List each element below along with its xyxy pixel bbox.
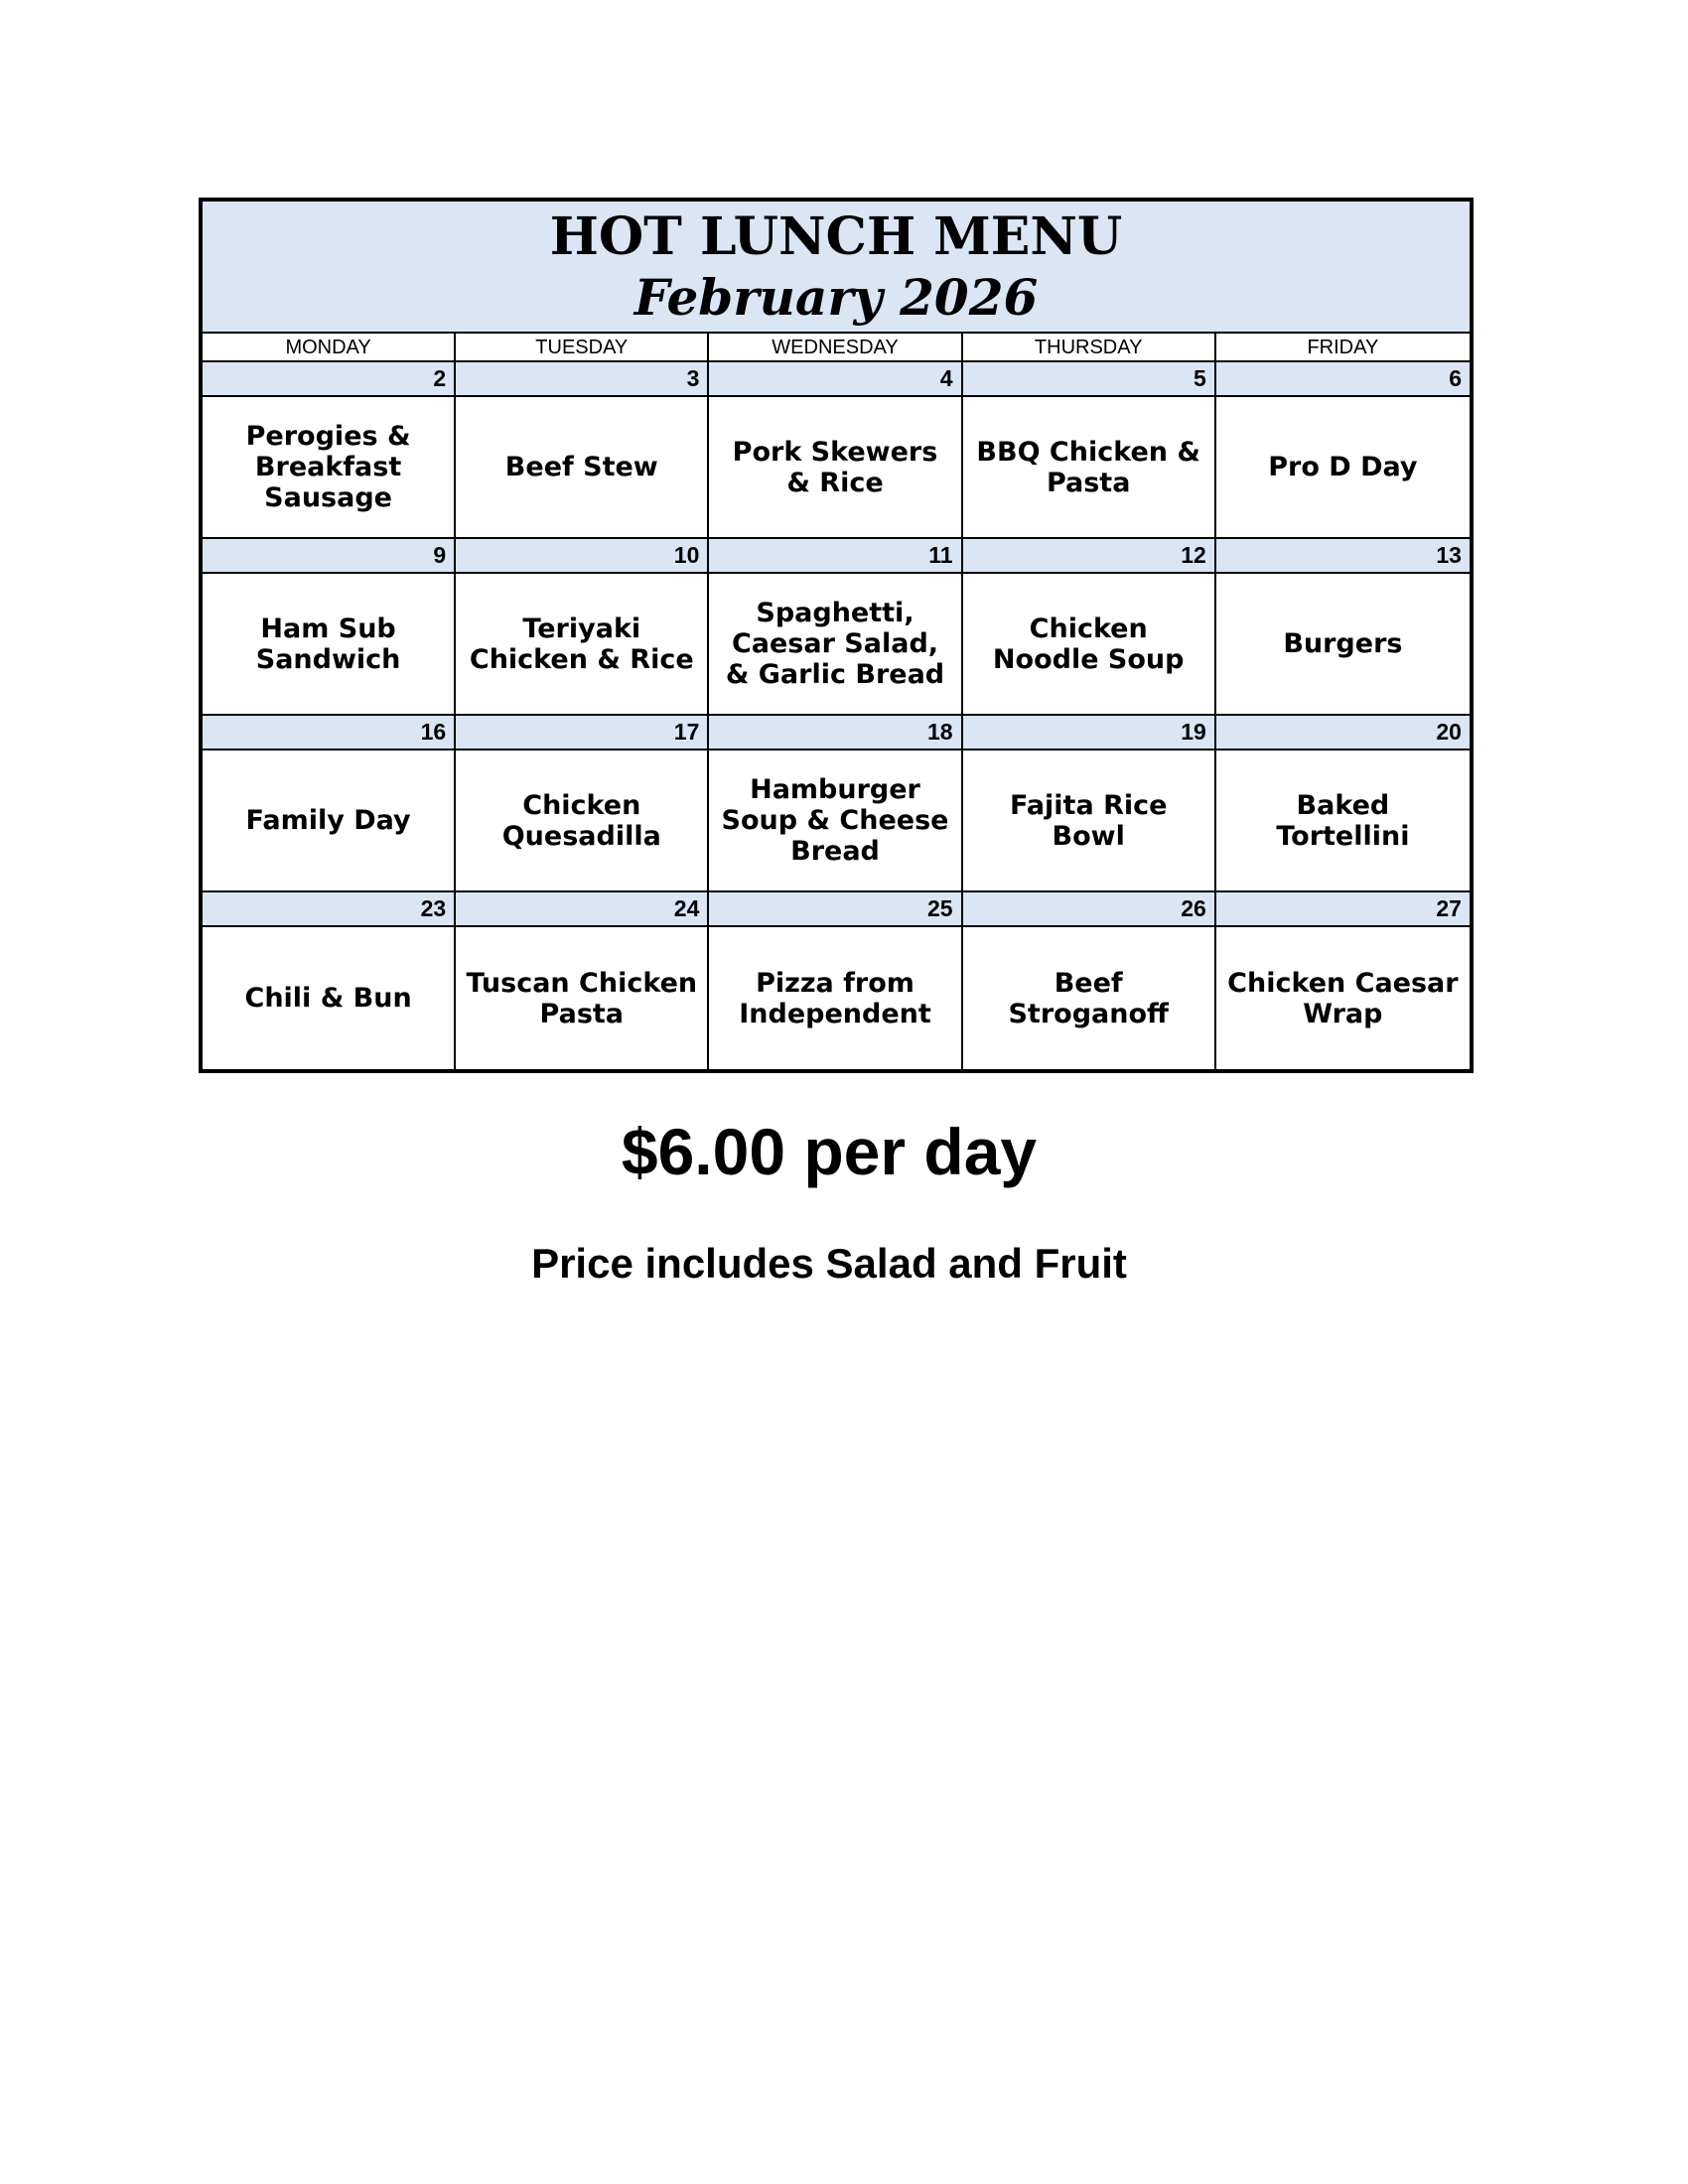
date-cell: 18 (709, 716, 962, 751)
price-note: Price includes Salad and Fruit (531, 1240, 1127, 1287)
meal-cell: Burgers (1216, 574, 1470, 716)
meal-cell: Baked Tortellini (1216, 751, 1470, 892)
meal-cell: Hamburger Soup & Cheese Bread (709, 751, 962, 892)
week-1-meals (203, 397, 1470, 539)
meal-cell: Beef Stroganoff (963, 927, 1216, 1069)
date-cell: 9 (203, 539, 456, 574)
date-cell: 16 (203, 716, 456, 751)
date-cell: 3 (456, 362, 709, 397)
menu-title: HOT LUNCH MENU (549, 206, 1123, 267)
price-per-day: $6.00 per day (621, 1115, 1038, 1188)
date-cell: 11 (709, 539, 962, 574)
meal-cell: Pork Skewers & Rice (709, 397, 962, 539)
week-3-dates (203, 716, 1470, 751)
meal-cell: Pro D Day (1216, 397, 1470, 539)
meal-cell: Fajita Rice Bowl (963, 751, 1216, 892)
lunch-menu-table (199, 198, 1474, 1073)
meal-cell: Chicken Noodle Soup (963, 574, 1216, 716)
meal-cell: Ham Sub Sandwich (203, 574, 456, 716)
day-header-row (203, 334, 1470, 362)
date-cell: 12 (963, 539, 1216, 574)
meal-cell: Pizza from Independent (709, 927, 962, 1069)
date-cell: 10 (456, 539, 709, 574)
meal-cell: Teriyaki Chicken & Rice (456, 574, 709, 716)
meal-cell: Chicken Caesar Wrap (1227, 967, 1459, 1029)
meal-cell: Chili & Bun (203, 927, 456, 1069)
date-cell: 25 (709, 892, 962, 927)
date-cell: 20 (1216, 716, 1470, 751)
day-header-wednesday: WEDNESDAY (709, 334, 962, 362)
date-cell: 6 (1216, 362, 1470, 397)
day-header-thursday: THURSDAY (963, 334, 1216, 362)
date-cell: 13 (1216, 539, 1470, 574)
week-3-meals (203, 751, 1470, 892)
menu-month: February 2026 (633, 268, 1039, 327)
meal-cell: BBQ Chicken & Pasta (963, 397, 1216, 539)
week-2-dates (203, 539, 1470, 574)
meal-cell: Perogies & Breakfast Sausage (203, 397, 456, 539)
date-cell: 19 (963, 716, 1216, 751)
date-cell: 27 (1216, 892, 1470, 927)
week-2-meals (203, 574, 1470, 716)
date-cell: 26 (963, 892, 1216, 927)
date-cell: 5 (963, 362, 1216, 397)
day-header-tuesday: TUESDAY (456, 334, 709, 362)
date-cell: 4 (709, 362, 962, 397)
date-cell: 24 (456, 892, 709, 927)
date-cell: 23 (203, 892, 456, 927)
week-4-dates (203, 892, 1470, 927)
meal-cell: Family Day (203, 751, 456, 892)
meal-cell: Chicken Quesadilla (456, 751, 709, 892)
date-cell: 2 (203, 362, 456, 397)
meal-cell: Spaghetti, Caesar Salad, & Garlic Bread (709, 574, 962, 716)
day-header-monday: MONDAY (203, 334, 456, 362)
date-cell: 17 (456, 716, 709, 751)
week-4-meals (203, 927, 1470, 1069)
menu-title-block (203, 202, 1470, 334)
meal-cell: Tuscan Chicken Pasta (456, 927, 709, 1069)
day-header-friday: FRIDAY (1216, 334, 1470, 362)
week-1-dates (203, 362, 1470, 397)
meal-cell: Beef Stew (456, 397, 709, 539)
